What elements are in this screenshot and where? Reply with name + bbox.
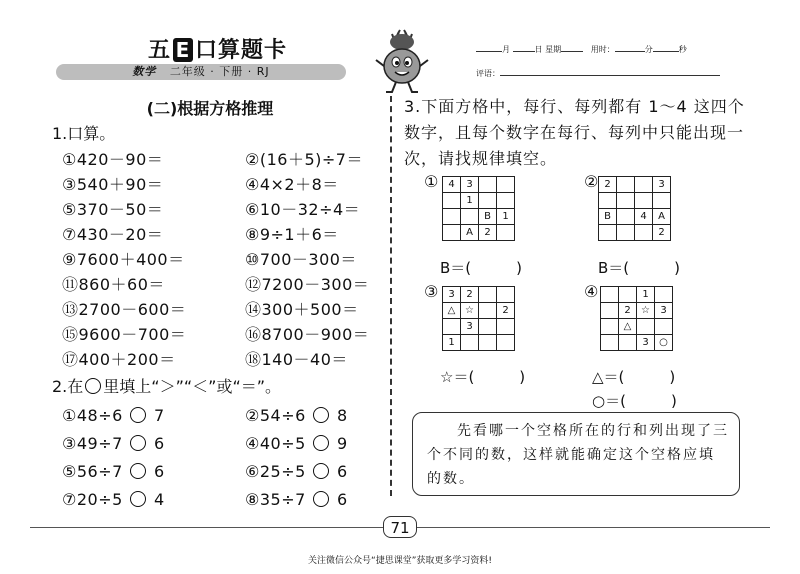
grid-cell: 3 (637, 335, 655, 351)
grid-cell (601, 287, 619, 303)
q2-item: ④40÷5 9 (245, 434, 348, 453)
answer-circle[interactable] (313, 491, 329, 507)
q1-item: ⑱140－40＝ (245, 350, 348, 369)
grid-cell (479, 335, 497, 351)
weekday-blank[interactable] (561, 42, 583, 52)
q1-item: ⑫7200－300＝ (245, 275, 370, 294)
answer-circle[interactable] (130, 491, 146, 507)
grid-cell (635, 225, 653, 241)
grid-cell (619, 335, 637, 351)
grid-cell: △ (619, 319, 637, 335)
section-title: (二)根据方格推理 (146, 99, 274, 118)
q1-item: ⑨7600＋400＝ (62, 250, 185, 269)
logo-title: 五 E 口算题卡 (148, 38, 288, 63)
comment-line: 评语： (476, 66, 720, 80)
grid-cell (655, 287, 673, 303)
q1-item: ⑯8700－900＝ (245, 325, 370, 344)
logo-letter-badge: E (173, 38, 193, 62)
grid-cell (497, 177, 515, 193)
grid-cell (619, 287, 637, 303)
answer-circle[interactable] (313, 463, 329, 479)
grid-cell (479, 319, 497, 335)
q1-item: ⑧9÷1＋6＝ (245, 225, 339, 244)
puzzle-grid (598, 176, 671, 241)
grid-cell (617, 177, 635, 193)
grid-cell: 3 (461, 319, 479, 335)
q1-item: ③540＋90＝ (62, 175, 164, 194)
answer-circle[interactable] (313, 407, 329, 423)
answer-blank[interactable]: ☆＝( ) (440, 368, 526, 386)
q1-item: ②(16＋5)÷7＝ (245, 150, 363, 169)
grid-cell: B (599, 209, 617, 225)
grid-cell (601, 303, 619, 319)
q1-item: ④4×2＋8＝ (245, 175, 339, 194)
grid-cell: 3 (461, 177, 479, 193)
answer-blank[interactable]: ○＝( ) (592, 392, 677, 410)
q1-item: ⑬2700－600＝ (62, 300, 187, 319)
answer-blank[interactable]: B＝( ) (440, 259, 522, 277)
grid-cell: 2 (479, 225, 497, 241)
puzzle-grid (600, 286, 673, 351)
grid-cell: △ (443, 303, 461, 319)
grid-cell: 2 (599, 177, 617, 193)
answer-circle[interactable] (130, 435, 146, 451)
grid-cell (443, 319, 461, 335)
grid-cell: 1 (443, 335, 461, 351)
grade-info: 二年级 · 下册 · RJ (169, 65, 270, 78)
page-number: 71 (383, 516, 417, 538)
month-blank[interactable] (476, 42, 502, 52)
answer-circle[interactable] (130, 463, 146, 479)
answer-circle (85, 378, 101, 394)
grid-cell: 4 (635, 209, 653, 225)
grid-cell (479, 303, 497, 319)
q1-item: ⑤370－50＝ (62, 200, 164, 219)
grid-cell: 3 (653, 177, 671, 193)
q2-item: ⑤56÷7 6 (62, 462, 165, 481)
grid-cell (637, 319, 655, 335)
grid-cell (599, 193, 617, 209)
grid-cell (497, 287, 515, 303)
grid-cell: 2 (461, 287, 479, 303)
hint-box: 先看哪一个空格所在的行和列出现了三个不同的数，这样就能确定这个空格应填的数。 (412, 412, 740, 496)
grid-cell: 2 (653, 225, 671, 241)
grid-cell (601, 335, 619, 351)
grid-cell: 4 (443, 177, 461, 193)
q2-item: ①48÷6 7 (62, 406, 165, 425)
puzzle-label: ① (424, 172, 439, 191)
grid-cell: 1 (461, 193, 479, 209)
q2-item: ⑧35÷7 6 (245, 490, 348, 509)
q2-item: ③49÷7 6 (62, 434, 165, 453)
q1-item: ⑪860＋60＝ (62, 275, 165, 294)
subject-bar (56, 64, 346, 80)
q3-text: 3.下面方格中，每行、每列都有 1～4 这四个数字，且每个数字在每行、每列中只能出现一次，请找规律填空。 (404, 97, 745, 168)
grid-cell: 3 (655, 303, 673, 319)
grid-cell: 1 (637, 287, 655, 303)
grid-cell (461, 209, 479, 225)
puzzle-label: ② (584, 172, 599, 191)
q1-item: ⑦430－20＝ (62, 225, 164, 244)
grid-cell (601, 319, 619, 335)
q1-item: ⑮9600－700＝ (62, 325, 187, 344)
grid-cell (497, 335, 515, 351)
grid-cell: ☆ (637, 303, 655, 319)
column-divider (390, 96, 392, 496)
q1-item: ⑥10－32÷4＝ (245, 200, 361, 219)
grid-cell (617, 225, 635, 241)
grid-cell (497, 319, 515, 335)
answer-blank[interactable]: B＝( ) (598, 259, 680, 277)
mascot-beet-icon (370, 26, 434, 96)
grid-cell: 2 (497, 303, 515, 319)
grid-cell: B (479, 209, 497, 225)
grid-cell (617, 193, 635, 209)
footer-note: 关注微信公众号“捷思课堂”获取更多学习资料! (308, 556, 492, 566)
grid-cell: 1 (497, 209, 515, 225)
grid-cell (461, 335, 479, 351)
grid-cell (443, 193, 461, 209)
grid-cell (479, 177, 497, 193)
puzzle-label: ③ (424, 282, 439, 301)
q1-item: ⑩700－300＝ (245, 250, 357, 269)
q2-item: ②54÷6 8 (245, 406, 348, 425)
answer-blank[interactable]: △＝( ) (592, 368, 676, 386)
grid-cell (443, 209, 461, 225)
grid-cell: 2 (619, 303, 637, 319)
comment-blank[interactable] (500, 66, 720, 76)
grid-cell (617, 209, 635, 225)
grid-cell (635, 177, 653, 193)
puzzle-grid (442, 176, 515, 241)
minutes-blank[interactable] (615, 42, 645, 52)
puzzle-label: ④ (584, 282, 599, 301)
q1-item: ⑭300＋500＝ (245, 300, 359, 319)
grid-cell (479, 193, 497, 209)
q1-heading: 1.口算。 (52, 124, 116, 143)
q2-heading: 2.在 里填上“＞”“＜”或“＝”。 (52, 377, 282, 396)
q1-item: ⑰400＋200＝ (62, 350, 176, 369)
grid-cell (653, 193, 671, 209)
subject-label: 数学 (132, 65, 157, 78)
answer-circle[interactable] (130, 407, 146, 423)
grid-cell (497, 225, 515, 241)
grid-cell (599, 225, 617, 241)
grid-cell: A (461, 225, 479, 241)
answer-circle[interactable] (313, 435, 329, 451)
puzzle-grid (442, 286, 515, 351)
grid-cell (635, 193, 653, 209)
q1-item: ①420－90＝ (62, 150, 164, 169)
grid-cell (443, 225, 461, 241)
grid-cell: 3 (443, 287, 461, 303)
grid-cell (497, 193, 515, 209)
seconds-blank[interactable] (653, 42, 679, 52)
q2-item: ⑥25÷5 6 (245, 462, 348, 481)
date-time-line: 月 日 星期 用时： 分 秒 (476, 42, 687, 56)
grid-cell: ☆ (461, 303, 479, 319)
grid-cell (655, 319, 673, 335)
grid-cell (479, 287, 497, 303)
grid-cell: A (653, 209, 671, 225)
q2-item: ⑦20÷5 4 (62, 490, 165, 509)
day-blank[interactable] (513, 42, 535, 52)
grid-cell: ○ (655, 335, 673, 351)
